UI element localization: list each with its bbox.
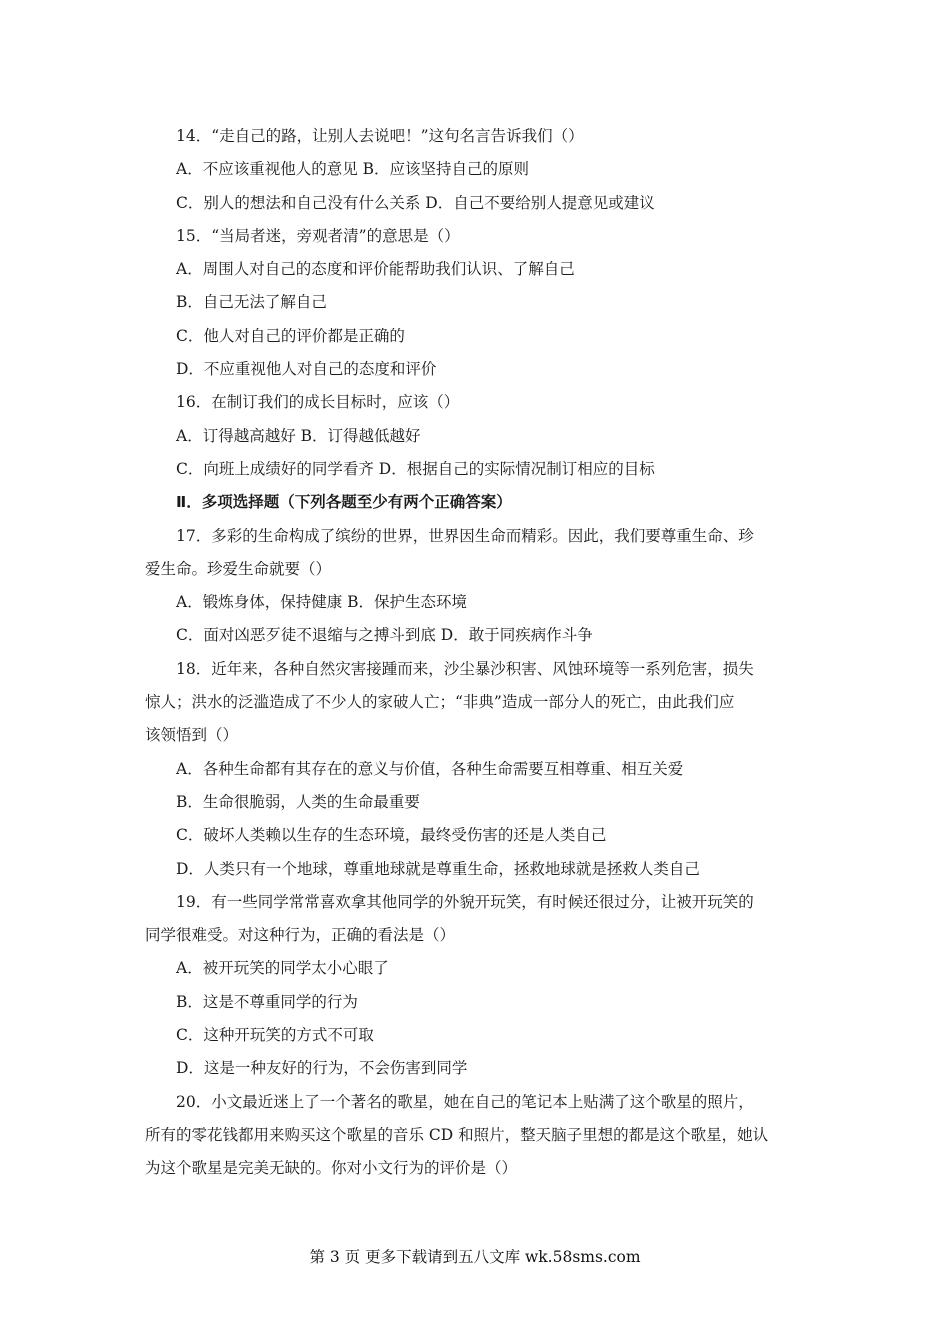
q16-options-cd: C．向班上成绩好的同学看齐 D．根据自己的实际情况制订相应的目标 <box>176 459 655 478</box>
q15-option-c: C．他人对自己的评价都是正确的 <box>176 326 405 345</box>
q16-options-ab: A．订得越高越好 B．订得越低越好 <box>176 426 421 445</box>
q18-option-b: B．生命很脆弱，人类的生命最重要 <box>176 792 420 811</box>
q18-stem-line2: 惊人；洪水的泛滥造成了不少人的家破人亡；“非典”造成一部分人的死亡，由此我们应 <box>145 693 735 712</box>
question-list <box>145 120 805 1186</box>
q20-stem-line2: 所有的零花钱都用来购买这个歌星的音乐 CD 和照片，整天脑子里想的都是这个歌星，她认 <box>145 1125 769 1144</box>
q17-stem-line2: 爱生命。珍爱生命就要（） <box>145 559 332 578</box>
q14-stem: 14．“走自己的路，让别人去说吧！”这句名言告诉我们（） <box>176 127 584 145</box>
q14-options-ab: A．不应该重视他人的意见 B．应该坚持自己的原则 <box>176 160 530 179</box>
q19-option-b: B．这是不尊重同学的行为 <box>176 992 358 1011</box>
q18-stem-line1: 18．近年来，各种自然灾害接踵而来，沙尘暴沙积害、风蚀环境等一系列危害，损失 <box>176 659 754 678</box>
q18-option-c: C．破坏人类赖以生存的生态环境，最终受伤害的还是人类自己 <box>176 826 607 845</box>
q15-option-a: A．周围人对自己的态度和评价能帮助我们认识、了解自己 <box>176 260 575 279</box>
q18-stem-line3: 该领悟到（） <box>145 726 239 745</box>
q14-options-cd: C．别人的想法和自己没有什么关系 D．自己不要给别人提意见或建议 <box>176 193 655 212</box>
q19-option-a: A．被开玩笑的同学太小心眼了 <box>176 959 389 978</box>
q19-option-c: C．这种开玩笑的方式不可取 <box>176 1026 374 1045</box>
page-footer: 第 3 页 更多下载请到五八文库 wk.58sms.com <box>309 1248 641 1266</box>
q15-option-d: D．不应重视他人对自己的态度和评价 <box>176 360 437 379</box>
q17-stem-line1: 17．多彩的生命构成了缤纷的世界，世界因生命而精彩。因此，我们要尊重生命、珍 <box>176 526 754 545</box>
q19-option-d: D．这是一种友好的行为，不会伤害到同学 <box>176 1059 468 1078</box>
q18-option-a: A．各种生命都有其存在的意义与价值，各种生命需要互相尊重、相互关爱 <box>176 759 684 778</box>
section-heading-multiple-choice: Ⅱ．多项选择题（下列各题至少有两个正确答案） <box>176 493 512 512</box>
q15-stem: 15．“当局者迷，旁观者清”的意思是（） <box>176 226 460 245</box>
q18-option-d: D．人类只有一个地球，尊重地球就是尊重生命，拯救地球就是拯救人类自己 <box>176 859 700 878</box>
q19-stem-line1: 19．有一些同学常常喜欢拿其他同学的外貌开玩笑，有时候还很过分，让被开玩笑的 <box>176 892 754 911</box>
q19-stem-line2: 同学很难受。对这种行为，正确的看法是（） <box>145 926 456 945</box>
q16-stem: 16．在制订我们的成长目标时，应该（） <box>176 393 460 412</box>
q17-options-cd: C．面对凶恶歹徒不退缩与之搏斗到底 D．敢于同疾病作斗争 <box>176 626 593 645</box>
q15-option-b: B．自己无法了解自己 <box>176 293 327 312</box>
q20-stem-line3: 为这个歌星是完美无缺的。你对小文行为的评价是（） <box>145 1159 518 1178</box>
q17-options-ab: A．锻炼身体，保持健康 B．保护生态环境 <box>176 593 468 612</box>
q20-stem-line1: 20．小文最近迷上了一个著名的歌星，她在自己的笔记本上贴满了这个歌星的照片， <box>176 1092 754 1111</box>
